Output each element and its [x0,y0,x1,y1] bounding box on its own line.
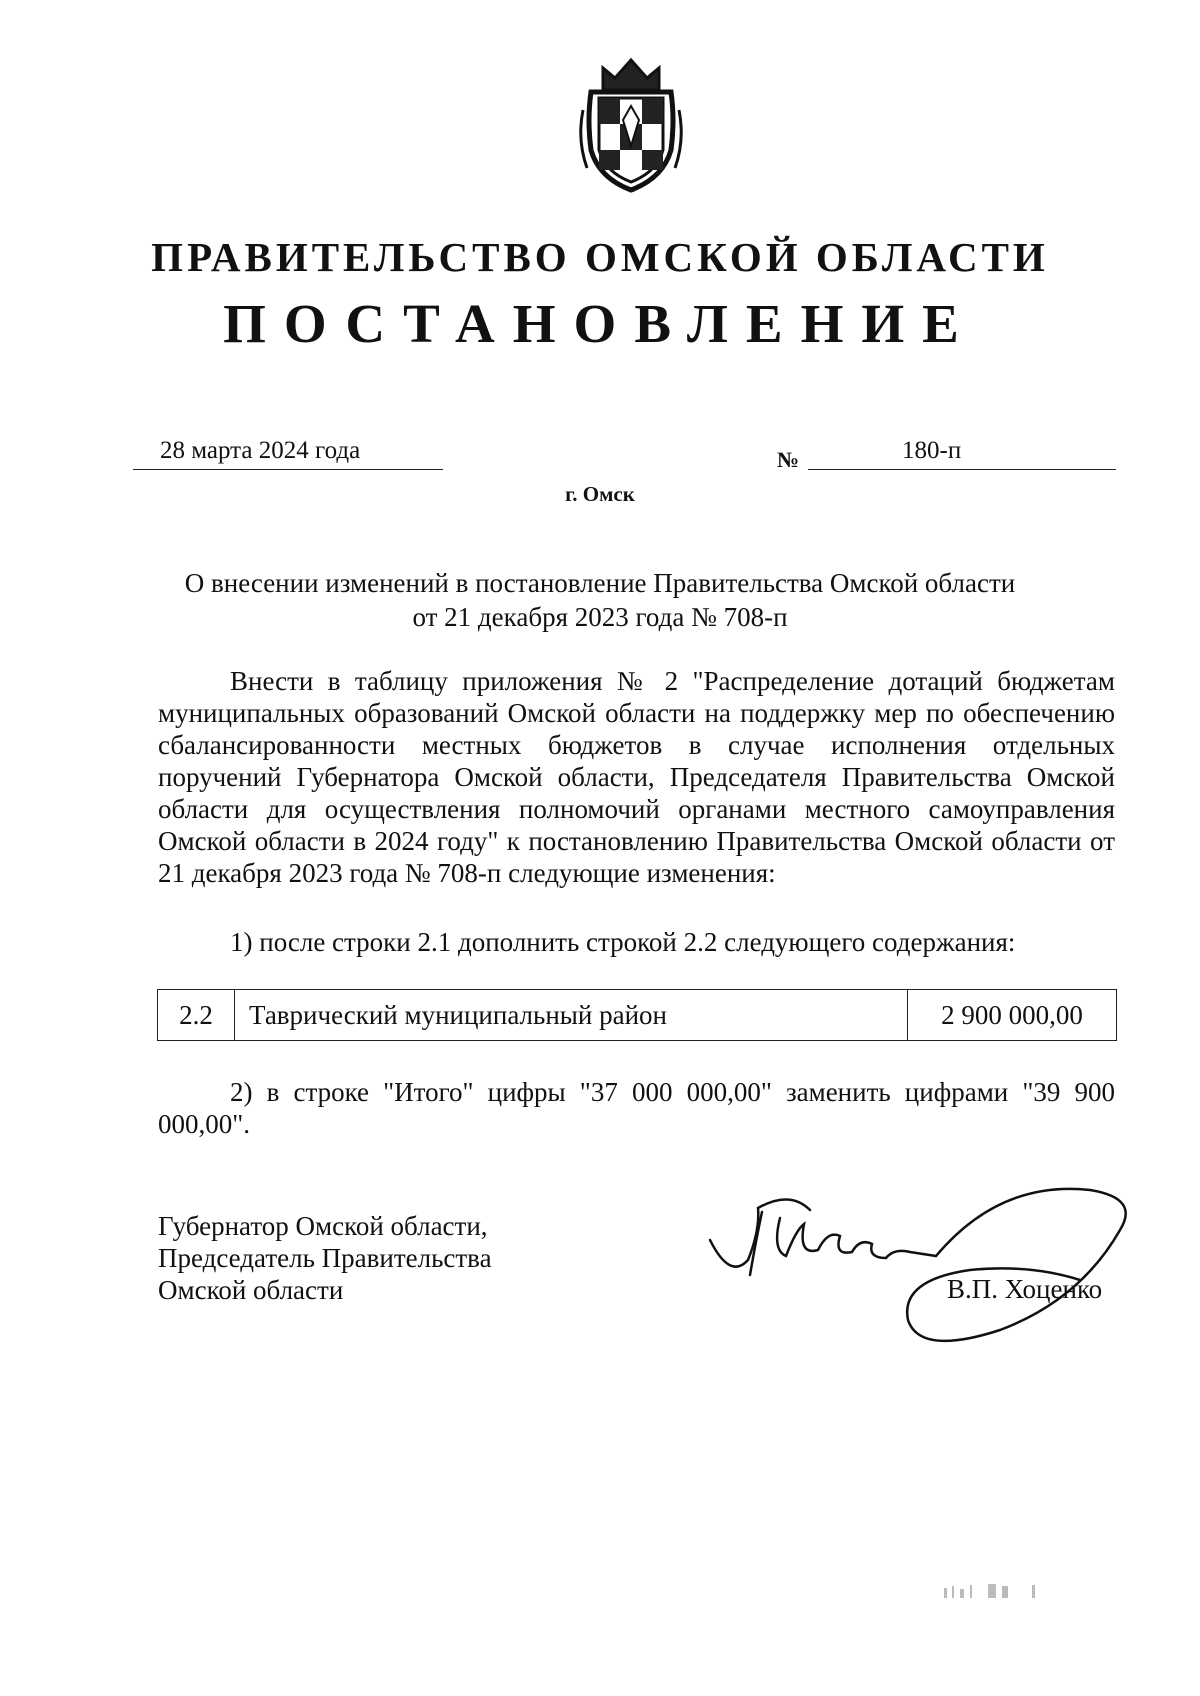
document-subject [150,566,1050,634]
city-label: г. Омск [565,482,635,506]
position-line-1: Губернатор Омской области, [158,1211,488,1241]
omsk-region-coat-of-arms-icon [569,50,693,194]
scan-artifact-mark [940,1580,1090,1602]
item-1-paragraph: 1) после строки 2.1 дополнить строкой 2.2 следующего содержания: [230,927,1016,957]
handwritten-signature [700,1160,1160,1350]
row-name-cell: Таврический муниципальный район [235,990,908,1041]
document-date: 28 марта 2024 года [160,437,361,464]
document-type-title: ПОСТАНОВЛЕНИЕ [223,293,977,354]
government-title: ПРАВИТЕЛЬСТВО ОМСКОЙ ОБЛАСТИ [151,234,1049,280]
row-amount-cell: 2 900 000,00 [908,990,1117,1041]
number-underline [808,439,1116,470]
signatory-name: В.П. Хоценко [947,1274,1103,1304]
item-2-paragraph: 2) в строке "Итого" цифры "37 000 000,00" заменить цифрами "39 900 000,00". [158,1077,1115,1139]
table-row [158,990,1117,1041]
subject-line-1: О внесении изменений в постановление Правительства Омской области [184,568,1016,598]
intro-paragraph: Внести в таблицу приложения № 2 "Распределение дотаций бюджетам муниципальных образований Омской области на поддержку мер по обеспечению сбалансированности местных бюджетов в случае исполнения отдельных поручений Губернатора Омской области, Председателя Правительства Омской области для осуществления полномочий органами местного самоуправления Омской области в 2024 году" к постановлению Правительства Омской области от 21 декабря 2023 года № 708-п следующие изменения: [158,666,1115,888]
document-number: 180-п [902,437,962,464]
number-sign: № [777,447,800,472]
subject-line-2: от 21 декабря 2023 года № 708-п [412,602,788,632]
position-line-3: Омской области [158,1275,344,1305]
inserted-row-table [157,989,1117,1041]
signatory-position [158,1210,492,1306]
position-line-2: Председатель Правительства [158,1243,492,1273]
row-number-cell: 2.2 [158,990,235,1041]
